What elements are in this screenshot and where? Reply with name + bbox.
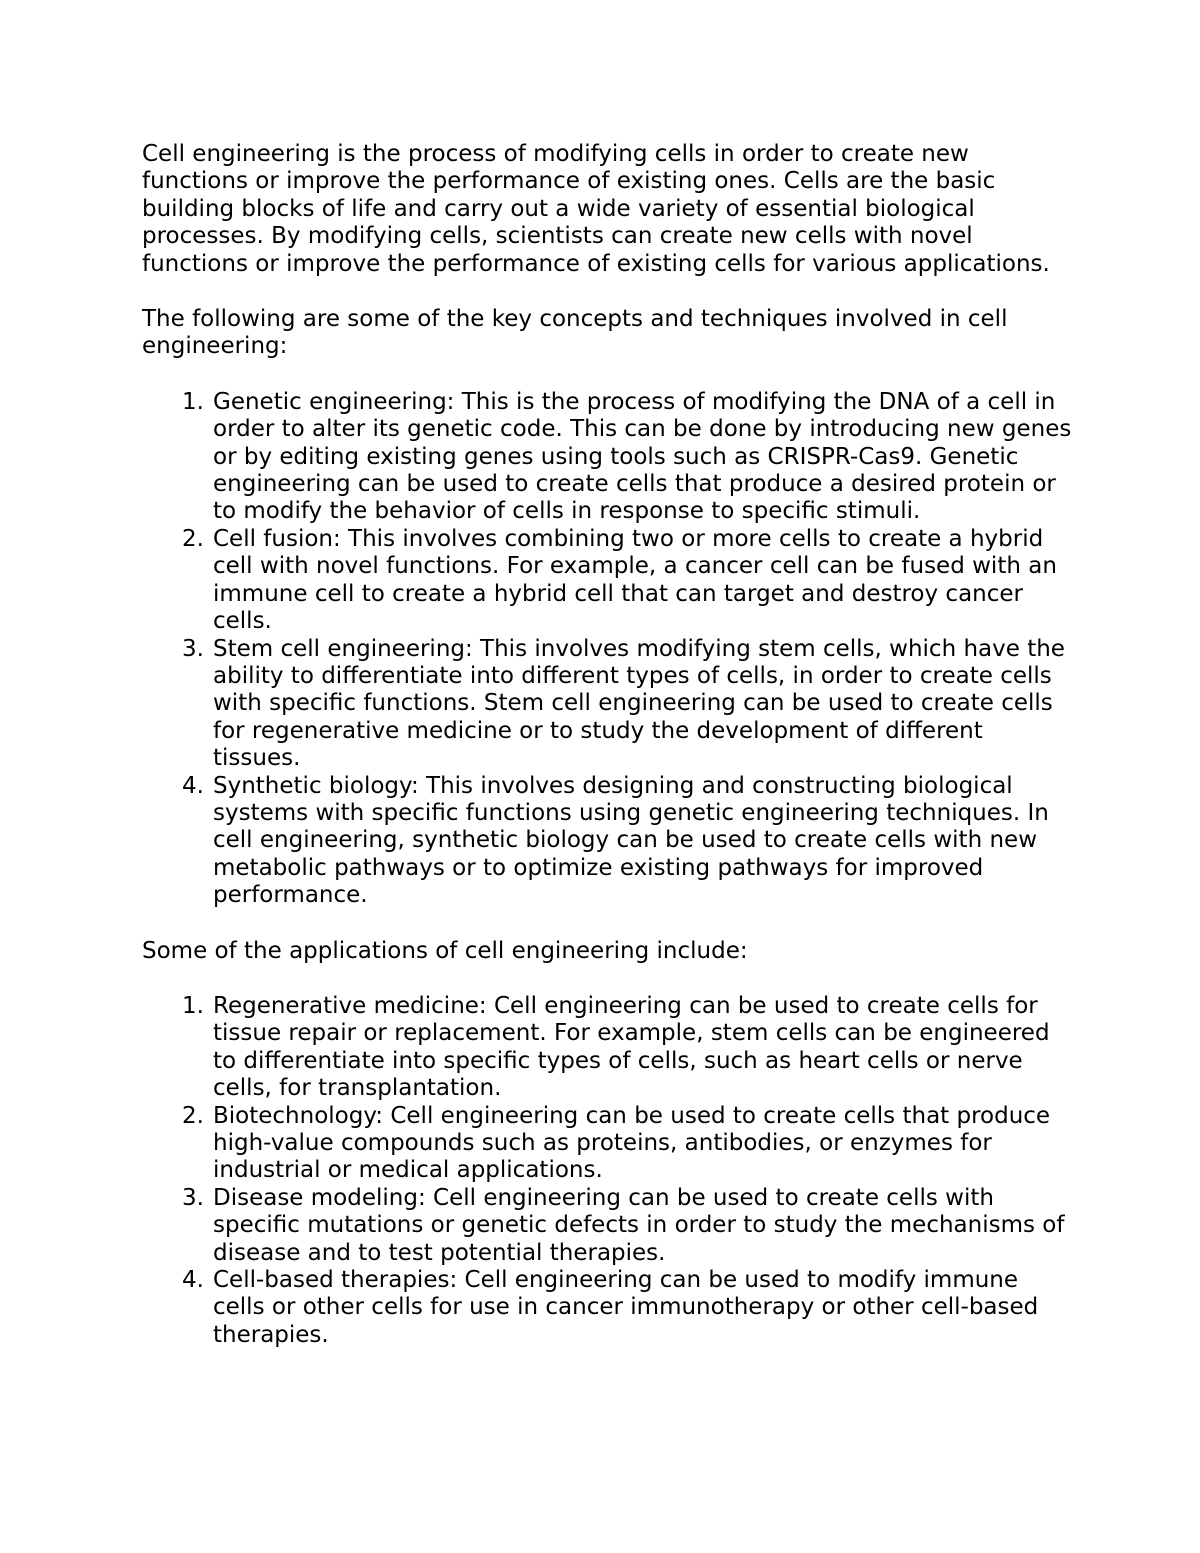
list-item: [142, 389, 1072, 526]
paragraph-spacer: [142, 361, 1072, 389]
applications-intro: Some of the applications of cell engineering include:: [142, 937, 748, 964]
list-item: [142, 1103, 1072, 1185]
list-item-text: Biotechnology: Cell engineering can be used to create cells that produce high-value compounds such as proteins, antibodies, or enzymes for industrial or medical applications.: [213, 1102, 1051, 1184]
list-number: 1.: [182, 992, 204, 1019]
list-item-text: Genetic engineering: This is the process of modifying the DNA of a cell in order to alter its genetic code. This can be done by introducing new genes or by editing existing genes using tools such as CRISPR-Cas9. Genetic engineering can be used to create cells that produce a desired protein or to modify the behavior of cells in response to specific stimuli.: [213, 388, 1072, 525]
paragraph-spacer: [142, 910, 1072, 938]
list-item-text: Cell-based therapies: Cell engineering can be used to modify immune cells or other cells for use in cancer immunotherapy or other cell-based therapies.: [213, 1267, 1039, 1348]
list-item: [142, 526, 1072, 636]
paragraph-spacer: [142, 965, 1072, 993]
list-number: 3.: [182, 635, 204, 662]
list-number: 1.: [182, 388, 204, 415]
concepts-intro: The following are some of the key concepts and techniques involved in cell engineering:: [142, 306, 1008, 360]
paragraph-spacer: [142, 278, 1072, 306]
concepts-list: [142, 389, 1072, 910]
list-number: 3.: [182, 1184, 204, 1211]
list-item-text: Cell fusion: This involves combining two or more cells to create a hybrid cell with novel functions. For example, a cancer cell can be fused with an immune cell to create a hybrid cell that can target and destroy cancer cells.: [213, 525, 1057, 635]
applications-list: [142, 993, 1072, 1349]
list-item: [142, 1267, 1072, 1349]
intro-paragraph: Cell engineering is the process of modifying cells in order to create new functions or improve the performance of existing ones. Cells are the basic building blocks of life and carry out a wide variety of essential biological processes. By modifying cells, scientists can create new cells with novel functions or improve the performance of existing cells for various applications.: [142, 141, 1050, 277]
list-item-text: Disease modeling: Cell engineering can be used to create cells with specific mutations or genetic defects in order to study the mechanisms of disease and to test potential therapies.: [213, 1184, 1065, 1266]
list-item: [142, 993, 1072, 1103]
list-number: 4.: [182, 772, 204, 799]
document-page: [142, 141, 1072, 1349]
list-number: 4.: [182, 1267, 204, 1294]
list-item-text: Regenerative medicine: Cell engineering can be used to create cells for tissue repair or replacement. For example, stem cells can be engineered to differentiate into specific types of cells, such as heart cells or nerve cells, for transplantation.: [213, 992, 1050, 1102]
list-item: [142, 1185, 1072, 1267]
list-number: 2.: [182, 1102, 204, 1129]
list-item-text: Stem cell engineering: This involves modifying stem cells, which have the ability to differentiate into different types of cells, in order to create cells with specific functions. Stem cell engineering can be used to create cells for regenerative medicine or to study the development of different tissues.: [213, 635, 1065, 772]
list-item-text: Synthetic biology: This involves designing and constructing biological systems with specific functions using genetic engineering techniques. In cell engineering, synthetic biology can be used to create cells with new metabolic pathways or to optimize existing pathways for improved performance.: [213, 772, 1049, 909]
list-item: [142, 636, 1072, 773]
list-item: [142, 773, 1072, 910]
list-number: 2.: [182, 525, 204, 552]
